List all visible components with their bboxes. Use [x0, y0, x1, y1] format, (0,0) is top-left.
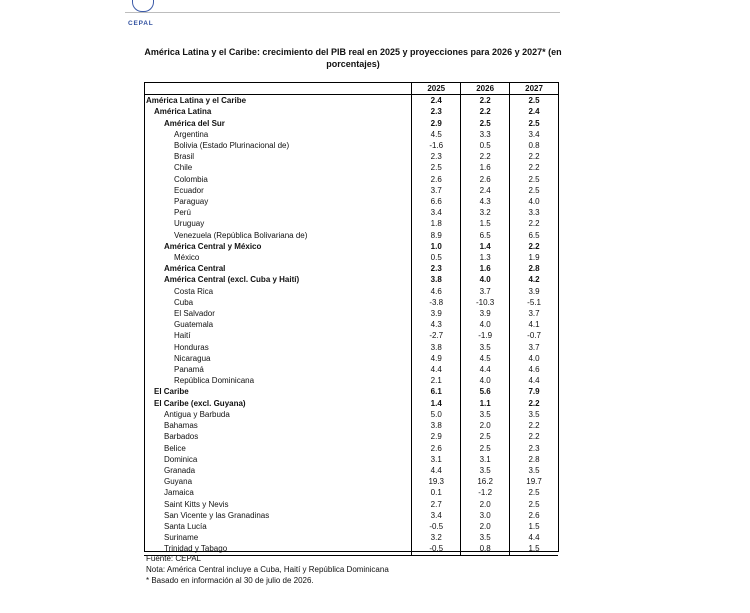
table-row: [144, 353, 558, 364]
table-row: [144, 207, 558, 218]
table-row: [144, 499, 558, 510]
table-row: [144, 241, 558, 252]
table-row: [144, 151, 558, 162]
value-2027: 4.6: [528, 365, 540, 375]
row-label: El Caribe (excl. Guyana): [144, 398, 412, 409]
value-2025: 2.5: [412, 162, 461, 173]
value-2027: 3.4: [528, 129, 540, 139]
value-2027: 1.9: [528, 253, 540, 263]
value-2027: 4.1: [528, 320, 540, 330]
table-row: [144, 174, 558, 185]
value-2026: 2.2: [461, 95, 510, 107]
value-2027: 3.9: [528, 286, 540, 296]
table-row: [144, 454, 558, 465]
row-label: América Central: [144, 263, 412, 274]
row-label: Cuba: [144, 297, 412, 308]
value-2027: 2.5: [528, 96, 540, 106]
value-2027: 4.2: [528, 275, 540, 285]
value-2025: 2.3: [412, 263, 461, 274]
value-2027: 7.9: [528, 387, 540, 397]
table-row: [144, 443, 558, 454]
gdp-table-container: [144, 82, 558, 552]
table-row: [144, 140, 558, 151]
value-2026: 2.0: [461, 521, 510, 532]
logo-text: CEPAL: [128, 20, 154, 27]
value-2026: 3.7: [461, 286, 510, 297]
row-label: América Latina: [144, 106, 412, 117]
value-2026: 2.4: [461, 185, 510, 196]
value-2026: 2.2: [461, 106, 510, 117]
row-label: Honduras: [144, 342, 412, 353]
table-header-row: [144, 83, 558, 95]
value-2026: 1.4: [461, 241, 510, 252]
value-2027: 2.2: [528, 241, 540, 251]
value-2026: 2.5: [461, 118, 510, 129]
row-label: Venezuela (República Bolivariana de): [144, 230, 412, 241]
value-2025: 8.9: [412, 230, 461, 241]
table-row: [144, 342, 558, 353]
value-2026: -10.3: [461, 297, 510, 308]
row-label: América Central y México: [144, 241, 412, 252]
table-row: [144, 487, 558, 498]
table-row: [144, 286, 558, 297]
value-2026: 1.6: [461, 162, 510, 173]
value-2026: 3.5: [461, 465, 510, 476]
value-2025: 2.3: [412, 151, 461, 162]
value-2025: 3.8: [412, 342, 461, 353]
row-label: Saint Kitts y Nevis: [144, 499, 412, 510]
value-2026: 4.0: [461, 274, 510, 285]
value-2027: 3.3: [528, 208, 540, 218]
row-label: El Salvador: [144, 308, 412, 319]
value-2025: 4.6: [412, 286, 461, 297]
central-america-note: Nota: América Central incluye a Cuba, Haití y República Dominicana: [146, 565, 389, 574]
row-label: Belice: [144, 443, 412, 454]
value-2027: 2.2: [528, 421, 540, 431]
row-label: Colombia: [144, 174, 412, 185]
value-2027: 2.5: [528, 488, 540, 498]
value-2025: -2.7: [412, 330, 461, 341]
value-2026: 2.0: [461, 420, 510, 431]
row-label: Guyana: [144, 476, 412, 487]
row-label: Brasil: [144, 151, 412, 162]
table-row: [144, 297, 558, 308]
row-label: Paraguay: [144, 196, 412, 207]
value-2026: 4.0: [461, 375, 510, 386]
value-2027: 4.4: [528, 533, 540, 543]
value-2027: 3.7: [528, 309, 540, 319]
table-row: [144, 476, 558, 487]
table-row: [144, 263, 558, 274]
row-label: San Vicente y las Granadinas: [144, 510, 412, 521]
value-2027: 3.7: [528, 342, 540, 352]
row-label: Jamaica: [144, 487, 412, 498]
row-label: Nicaragua: [144, 353, 412, 364]
table-row: [144, 308, 558, 319]
table-row: [144, 398, 558, 409]
value-2025: 0.1: [412, 487, 461, 498]
row-label: México: [144, 252, 412, 263]
row-label: Trinidad y Tabago: [144, 543, 412, 555]
value-2026: 1.3: [461, 252, 510, 263]
gdp-growth-table: [144, 82, 558, 556]
row-label: Dominica: [144, 454, 412, 465]
row-label: América Latina y el Caribe: [144, 95, 412, 107]
value-2027: 2.2: [528, 219, 540, 229]
value-2025: 2.6: [412, 174, 461, 185]
value-2025: -1.6: [412, 140, 461, 151]
value-2025: 2.9: [412, 118, 461, 129]
source-note: Fuente: CEPAL: [146, 554, 201, 563]
value-2025: 3.1: [412, 454, 461, 465]
value-2026: 0.5: [461, 140, 510, 151]
value-2027: 2.8: [528, 454, 540, 464]
value-2027: 2.5: [528, 174, 540, 184]
value-2026: 2.2: [461, 151, 510, 162]
value-2025: 2.9: [412, 431, 461, 442]
value-2025: 19.3: [412, 476, 461, 487]
value-2027: 2.2: [528, 432, 540, 442]
table-body: [144, 95, 558, 555]
value-2025: 0.5: [412, 252, 461, 263]
table-row: [144, 420, 558, 431]
value-2026: 4.3: [461, 196, 510, 207]
value-2025: -0.5: [412, 543, 461, 555]
row-label: Costa Rica: [144, 286, 412, 297]
value-2027: 19.7: [526, 477, 542, 487]
value-2026: 3.1: [461, 454, 510, 465]
table-row: [144, 431, 558, 442]
value-2026: 1.1: [461, 398, 510, 409]
value-2025: -0.5: [412, 521, 461, 532]
value-2025: 2.3: [412, 106, 461, 117]
value-2026: 3.5: [461, 342, 510, 353]
row-label: Granada: [144, 465, 412, 476]
value-2027: 2.2: [528, 163, 540, 173]
row-label: Bolivia (Estado Plurinacional de): [144, 140, 412, 151]
row-label: Suriname: [144, 532, 412, 543]
value-2026: 2.6: [461, 174, 510, 185]
value-2025: 3.7: [412, 185, 461, 196]
value-2026: -1.9: [461, 330, 510, 341]
table-row: [144, 274, 558, 285]
value-2025: 3.4: [412, 207, 461, 218]
table-row: [144, 252, 558, 263]
row-label: Antigua y Barbuda: [144, 409, 412, 420]
value-2025: 1.8: [412, 218, 461, 229]
table-row: [144, 218, 558, 229]
table-title: América Latina y el Caribe: crecimiento del PIB real en 2025 y proyecciones para 2026 y 2027* (en porcentajes): [144, 47, 562, 69]
value-2026: 3.9: [461, 308, 510, 319]
value-2025: 3.9: [412, 308, 461, 319]
asterisk-note: * Basado en información al 30 de julio de 2026.: [146, 576, 314, 585]
row-label: América del Sur: [144, 118, 412, 129]
value-2027: 2.5: [528, 185, 540, 195]
table-row: [144, 409, 558, 420]
table-row: [144, 118, 558, 129]
table-row: [144, 185, 558, 196]
table-row: [144, 230, 558, 241]
value-2026: 3.3: [461, 129, 510, 140]
row-label: Panamá: [144, 364, 412, 375]
value-2027: 2.4: [528, 107, 540, 117]
row-label: Bahamas: [144, 420, 412, 431]
value-2025: 5.0: [412, 409, 461, 420]
cepal-logo: [128, 0, 156, 34]
row-label: América Central (excl. Cuba y Haití): [144, 274, 412, 285]
value-2025: 3.8: [412, 274, 461, 285]
value-2027: 3.5: [528, 409, 540, 419]
value-2025: 4.4: [412, 364, 461, 375]
value-2027: 6.5: [528, 230, 540, 240]
value-2026: 0.8: [461, 543, 510, 555]
value-2027: -5.1: [527, 297, 541, 307]
row-label: Argentina: [144, 129, 412, 140]
value-2027: 3.5: [528, 465, 540, 475]
table-row: [144, 465, 558, 476]
value-2027: 2.5: [528, 118, 540, 128]
value-2025: 3.8: [412, 420, 461, 431]
table-row: [144, 129, 558, 140]
value-2025: 3.2: [412, 532, 461, 543]
row-label: El Caribe: [144, 386, 412, 397]
table-row: [144, 162, 558, 173]
column-header-country: [144, 83, 412, 95]
table-row: [144, 106, 558, 117]
value-2025: 3.4: [412, 510, 461, 521]
value-2025: -3.8: [412, 297, 461, 308]
value-2026: 3.0: [461, 510, 510, 521]
value-2026: 16.2: [461, 476, 510, 487]
table-row: [144, 375, 558, 386]
value-2027: -0.7: [527, 331, 541, 341]
table-row: [144, 521, 558, 532]
value-2027: 4.4: [528, 376, 540, 386]
column-header-2026: 2026: [461, 83, 510, 95]
value-2026: 2.5: [461, 431, 510, 442]
value-2026: 4.5: [461, 353, 510, 364]
value-2026: 1.5: [461, 218, 510, 229]
value-2026: 6.5: [461, 230, 510, 241]
table-row: [144, 510, 558, 521]
value-2026: 2.5: [461, 443, 510, 454]
table-row: [144, 532, 558, 543]
value-2026: 3.5: [461, 532, 510, 543]
value-2027: 1.5: [510, 543, 558, 555]
value-2027: 2.5: [528, 499, 540, 509]
value-2026: 4.0: [461, 319, 510, 330]
value-2027: 2.3: [528, 443, 540, 453]
row-label: República Dominicana: [144, 375, 412, 386]
value-2025: 4.5: [412, 129, 461, 140]
table-row: [144, 95, 558, 107]
value-2025: 2.1: [412, 375, 461, 386]
value-2027: 4.0: [528, 353, 540, 363]
value-2025: 4.3: [412, 319, 461, 330]
row-label: Chile: [144, 162, 412, 173]
table-notes: [146, 553, 389, 586]
value-2026: 5.6: [461, 386, 510, 397]
row-label: Haití: [144, 330, 412, 341]
value-2027: 0.8: [528, 141, 540, 151]
value-2025: 2.4: [412, 95, 461, 107]
value-2027: 1.5: [528, 521, 540, 531]
table-row: [144, 386, 558, 397]
value-2027: 2.8: [528, 264, 540, 274]
value-2027: 2.6: [528, 510, 540, 520]
value-2025: 1.4: [412, 398, 461, 409]
table-row: [144, 196, 558, 207]
value-2027: 4.0: [528, 197, 540, 207]
value-2025: 1.0: [412, 241, 461, 252]
row-label: Santa Lucía: [144, 521, 412, 532]
row-label: Ecuador: [144, 185, 412, 196]
top-rule: [125, 12, 560, 13]
value-2025: 6.1: [412, 386, 461, 397]
column-header-2025: 2025: [412, 83, 461, 95]
value-2025: 6.6: [412, 196, 461, 207]
table-row: [144, 364, 558, 375]
value-2027: 2.2: [528, 152, 540, 162]
value-2026: 4.4: [461, 364, 510, 375]
value-2026: -1.2: [461, 487, 510, 498]
value-2025: 2.7: [412, 499, 461, 510]
value-2026: 3.5: [461, 409, 510, 420]
value-2027: 2.2: [528, 398, 540, 408]
row-label: Perú: [144, 207, 412, 218]
value-2025: 2.6: [412, 443, 461, 454]
row-label: Barbados: [144, 431, 412, 442]
column-header-2027: 2027: [525, 84, 543, 93]
row-label: Uruguay: [144, 218, 412, 229]
un-emblem-icon: [132, 0, 154, 12]
value-2025: 4.9: [412, 353, 461, 364]
value-2026: 3.2: [461, 207, 510, 218]
value-2025: 4.4: [412, 465, 461, 476]
value-2026: 2.0: [461, 499, 510, 510]
table-row: [144, 330, 558, 341]
row-label: Guatemala: [144, 319, 412, 330]
value-2026: 1.6: [461, 263, 510, 274]
table-row: [144, 319, 558, 330]
